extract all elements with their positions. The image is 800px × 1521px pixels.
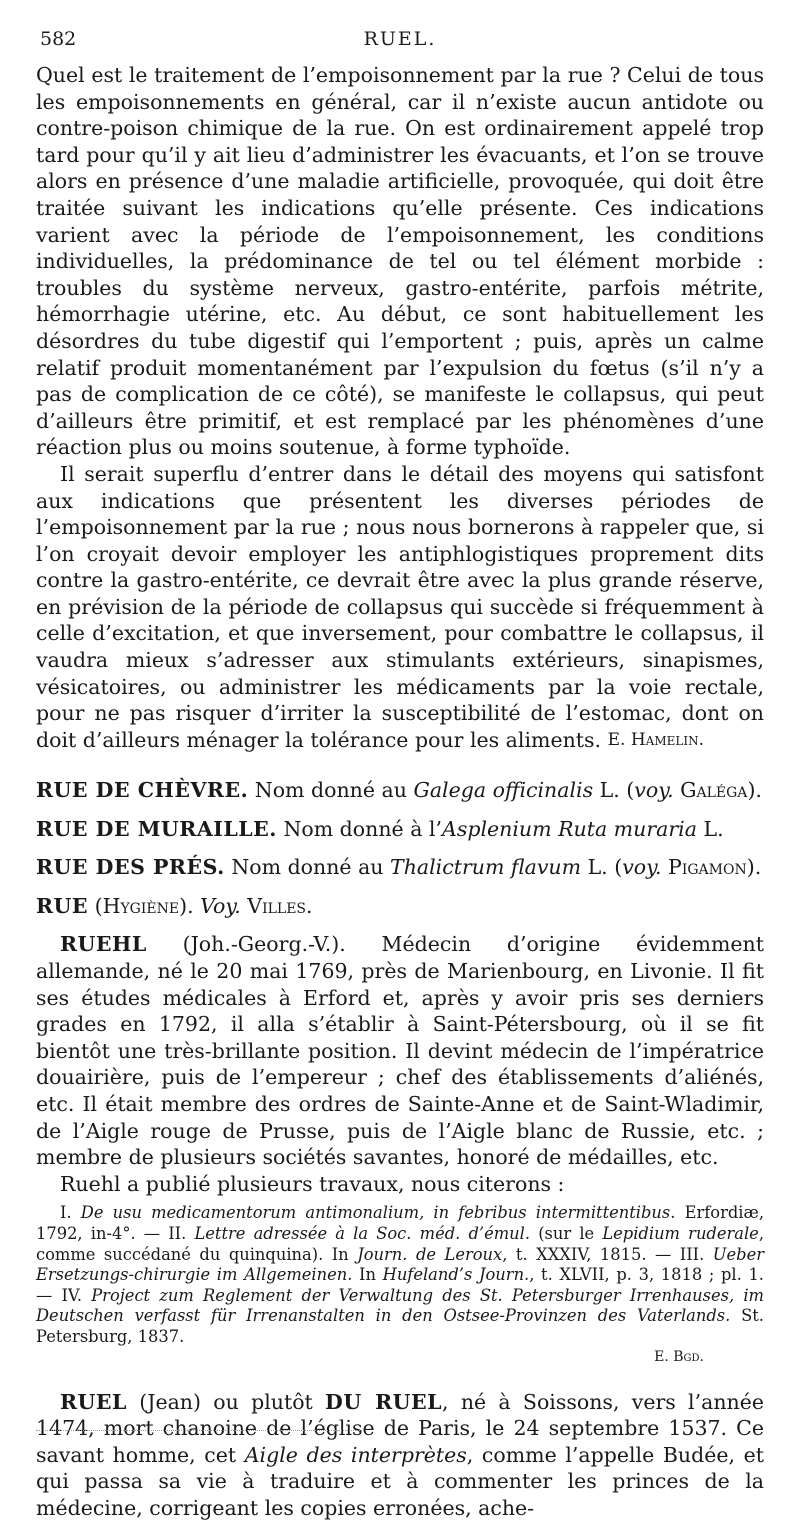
entry-rue-hygiene: RUE (Hygiène). Voy. Villes. — [36, 893, 764, 920]
ruel-biography: RUEL (Jean) ou plutôt DU RUEL, né à Soissons, vers l’année 1474, mort chanoine de l’église de Paris, le 24 septembre 1537. Ce savant homme, cet Aigle des interprètes, comme l’appelle Budée, et qui passa sa vie à traduire et à commenter les princes de la médecine, corrigeant les copies erronées, ache- — [36, 1389, 764, 1521]
latin-name: Asplenium Ruta muraria — [442, 817, 697, 841]
entry-head: RUE DE MURAILLE. — [36, 817, 277, 841]
entry-rue-des-pres: RUE DES PRÉS. Nom donné au Thalictrum flavum L. (voy. Pigamon). — [36, 854, 764, 881]
cross-reference: Galéga — [674, 778, 748, 802]
ruehl-works-intro: Ruehl a publié plusieurs travaux, nous citerons : — [36, 1171, 764, 1198]
page-body — [36, 62, 764, 1521]
page-header — [40, 28, 760, 54]
entry-head: RUEHL — [60, 932, 147, 956]
entry-head-alt: DU RUEL — [325, 1390, 442, 1414]
page-number: 582 — [40, 28, 76, 50]
running-head: RUEL. — [40, 28, 760, 50]
ruehl-biography: RUEHL (Joh.-Georg.-V.). Médecin d’origine évidemment allemande, né le 20 mai 1769, près de Marienbourg, en Livonie. Il fit ses études médicales à Erford et, après y avoir pris ses derniers grades en 1792, il alla s’établir à Saint-Pétersbourg, où il se fit bientôt une très-brillante position. Il devint médecin de l’impératrice douairière, puis de l’empereur ; chef des établissements d’aliénés, etc. Il était membre des ordres de Sainte-Anne et de Saint-Wladimir, de l’Aigle rouge de Prusse, puis de l’Aigle blanc de Russie, etc. ; membre de plusieurs sociétés savantes, honoré de médailles, etc. — [36, 931, 764, 1170]
ruehl-bibliography: I. De usu medicamentorum antimonalium, in febribus intermittentibus. Erfordiæ, 1792, in-4°. — II. Lettre adressée à la Soc. méd. d’émul. (sur le Lepidium ruderale, comme succédané du quinquina). In Journ. de Leroux, t. XXXIV, 1815. — III. Ueber Ersetzungs-chirurgie im Allgemeinen. In Hufeland’s Journ., t. XLVII, p. 3, 1818 ; pl. 1. — IV. Project zum Reglement der Verwaltung des St. Petersburger Irrenhauses, im Deutschen verfasst für Irrenanstalten in den Ostsee-Provinzen des Vaterlands. St. Petersburg, 1837. — [36, 1203, 764, 1347]
footer-rule — [36, 1430, 366, 1431]
entry-rue-de-muraille: RUE DE MURAILLE. Nom donné à l’Asplenium Ruta muraria L. — [36, 816, 764, 843]
entry-head: RUE DE CHÈVRE. — [36, 778, 248, 802]
cross-reference: Pigamon — [662, 855, 747, 879]
entry-rue-de-chevre: RUE DE CHÈVRE. Nom donné au Galega officinalis L. (voy. Galéga). — [36, 777, 764, 804]
latin-name: Galega officinalis — [413, 778, 593, 802]
rue-periods-paragraph: Il serait superflu d’entrer dans le détail des moyens qui satisfont aux indications que présentent les diverses périodes de l’empoisonnement par la rue ; nous nous bornerons à rappeler que, si l’on croyait devoir employer les antiphlogistiques proprement dits contre la gastro-entérite, ce devrait être avec la plus grande réserve, en prévision de la période de collapsus qui succède si fréquemment à celle d’excitation, et que inversement, pour combattre le collapsus, il vaudra mieux s’adresser aux stimulants extérieurs, sinapismes, vésicatoires, ou administrer les médicaments par la voie rectale, pour ne pas risquer d’irriter la susceptibilité de l’estomac, dont on doit d’ailleurs ménager la tolérance pour les aliments. — [36, 461, 764, 754]
entry-head: RUE DES PRÉS. — [36, 855, 225, 879]
latin-name: Thalictrum flavum — [390, 855, 581, 879]
signature-hamelin: E. Hamelin. — [36, 727, 764, 754]
cross-reference: Villes — [241, 894, 306, 918]
signature-bgd: E. Bgd. — [36, 1348, 764, 1366]
rue-treatment-paragraph: Quel est le traitement de l’empoisonnement par la rue ? Celui de tous les empoisonnements en général, car il n’existe aucun antidote ou contre-poison chimique de la rue. On est ordinairement appelé trop tard pour qu’il y ait lieu d’administrer les évacuants, et l’on se trouve alors en présence d’une maladie artificielle, provoquée, qui doit être traitée suivant les indications qu’elle présente. Ces indications varient avec la période de l’empoisonnement, les conditions individuelles, la prédominance de tel ou tel élément morbide : troubles du système nerveux, gastro-entérite, parfois métrite, hémorrhagie utérine, etc. Au début, ce sont habituellement les désordres du tube digestif qui l’emportent ; puis, après un calme relatif produit momentanément par l’expulsion du fœtus (s’il n’y a pas de complication de ce côté), se manifeste le collapsus, qui peut d’ailleurs être primitif, et est remplacé par les phénomènes d’une réaction plus ou moins soutenue, à forme typhoïde. — [36, 62, 764, 461]
entry-head: RUE — [36, 894, 88, 918]
entry-head: RUEL — [60, 1390, 127, 1414]
